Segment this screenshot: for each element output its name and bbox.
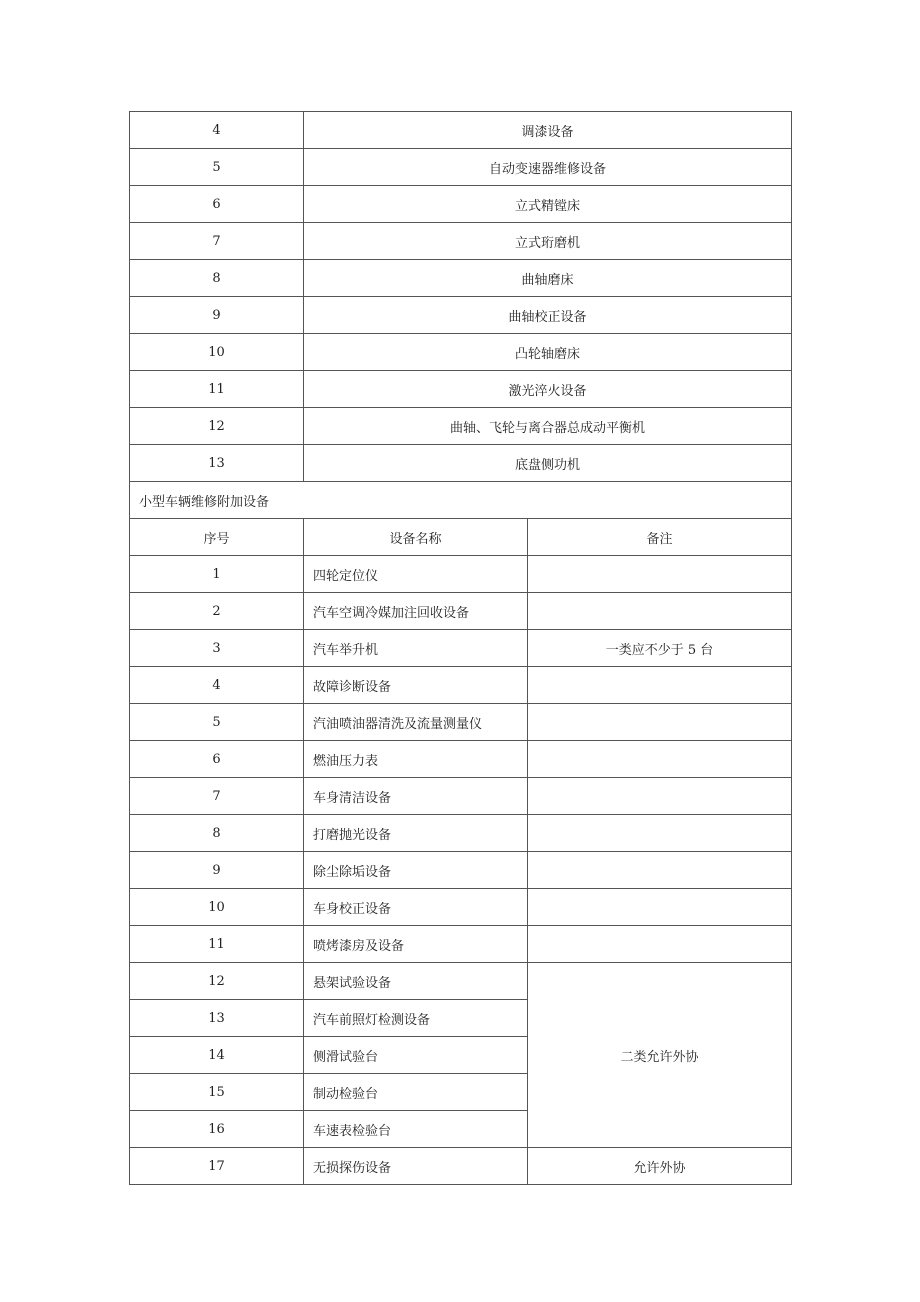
row-number: 2 [130, 593, 304, 630]
table-row [130, 889, 792, 926]
row-number: 9 [130, 852, 304, 889]
row-number: 10 [130, 334, 304, 371]
row-number: 17 [130, 1148, 304, 1185]
row-number: 9 [130, 297, 304, 334]
row-number: 5 [130, 704, 304, 741]
equipment-name: 打磨抛光设备 [304, 815, 528, 852]
row-number: 11 [130, 926, 304, 963]
table-row [130, 223, 792, 260]
table-row [130, 852, 792, 889]
row-number: 6 [130, 741, 304, 778]
table-row [130, 112, 792, 149]
equipment-name: 自动变速器维修设备 [304, 149, 792, 186]
row-number: 10 [130, 889, 304, 926]
note-cell: 允许外协 [528, 1148, 792, 1185]
equipment-name: 燃油压力表 [304, 741, 528, 778]
row-number: 7 [130, 223, 304, 260]
table-row [130, 741, 792, 778]
equipment-name: 喷烤漆房及设备 [304, 926, 528, 963]
equipment-name: 激光淬火设备 [304, 371, 792, 408]
table-row [130, 556, 792, 593]
column-header-name: 设备名称 [304, 519, 528, 556]
equipment-name: 车身校正设备 [304, 889, 528, 926]
note-cell [528, 667, 792, 704]
section-title: 小型车辆维修附加设备 [130, 482, 792, 519]
note-cell [528, 778, 792, 815]
note-cell [528, 889, 792, 926]
row-number: 4 [130, 667, 304, 704]
equipment-name: 汽车前照灯检测设备 [304, 1000, 528, 1037]
note-cell [528, 556, 792, 593]
equipment-name: 除尘除垢设备 [304, 852, 528, 889]
table-row [130, 334, 792, 371]
equipment-name: 曲轴校正设备 [304, 297, 792, 334]
equipment-name: 故障诊断设备 [304, 667, 528, 704]
table-row [130, 963, 792, 1000]
note-cell [528, 741, 792, 778]
equipment-name: 曲轴磨床 [304, 260, 792, 297]
row-number: 7 [130, 778, 304, 815]
equipment-name: 车身清洁设备 [304, 778, 528, 815]
equipment-name: 无损探伤设备 [304, 1148, 528, 1185]
table-row [130, 408, 792, 445]
note-cell [528, 815, 792, 852]
table-row [130, 445, 792, 482]
table-row [130, 260, 792, 297]
row-number: 11 [130, 371, 304, 408]
column-header-note: 备注 [528, 519, 792, 556]
equipment-name: 四轮定位仪 [304, 556, 528, 593]
equipment-name: 立式珩磨机 [304, 223, 792, 260]
table-header-row [130, 519, 792, 556]
section-row [130, 482, 792, 519]
row-number: 5 [130, 149, 304, 186]
row-number: 3 [130, 630, 304, 667]
equipment-name: 制动检验台 [304, 1074, 528, 1111]
equipment-table [129, 111, 792, 1185]
note-cell [528, 593, 792, 630]
table-row [130, 815, 792, 852]
equipment-name: 凸轮轴磨床 [304, 334, 792, 371]
equipment-name: 汽车空调冷媒加注回收设备 [304, 593, 528, 630]
equipment-name: 侧滑试验台 [304, 1037, 528, 1074]
table-row [130, 704, 792, 741]
table-row [130, 297, 792, 334]
row-number: 12 [130, 408, 304, 445]
table-row [130, 149, 792, 186]
table-row [130, 1148, 792, 1185]
note-cell-merged: 二类允许外协 [528, 963, 792, 1148]
table-row [130, 778, 792, 815]
table-row [130, 593, 792, 630]
equipment-name: 调漆设备 [304, 112, 792, 149]
note-cell: 一类应不少于 5 台 [528, 630, 792, 667]
row-number: 15 [130, 1074, 304, 1111]
table-row [130, 371, 792, 408]
table-row [130, 630, 792, 667]
equipment-name: 立式精镗床 [304, 186, 792, 223]
equipment-name: 车速表检验台 [304, 1111, 528, 1148]
row-number: 8 [130, 815, 304, 852]
row-number: 16 [130, 1111, 304, 1148]
note-cell [528, 852, 792, 889]
row-number: 6 [130, 186, 304, 223]
equipment-name: 悬架试验设备 [304, 963, 528, 1000]
table-row [130, 186, 792, 223]
row-number: 14 [130, 1037, 304, 1074]
row-number: 4 [130, 112, 304, 149]
row-number: 1 [130, 556, 304, 593]
row-number: 12 [130, 963, 304, 1000]
equipment-name: 汽油喷油器清洗及流量测量仪 [304, 704, 528, 741]
note-cell [528, 704, 792, 741]
row-number: 13 [130, 445, 304, 482]
note-cell [528, 926, 792, 963]
equipment-name: 汽车举升机 [304, 630, 528, 667]
row-number: 13 [130, 1000, 304, 1037]
equipment-name: 底盘侧功机 [304, 445, 792, 482]
row-number: 8 [130, 260, 304, 297]
table-row [130, 667, 792, 704]
table-row [130, 926, 792, 963]
equipment-name: 曲轴、飞轮与离合器总成动平衡机 [304, 408, 792, 445]
column-header-number: 序号 [130, 519, 304, 556]
